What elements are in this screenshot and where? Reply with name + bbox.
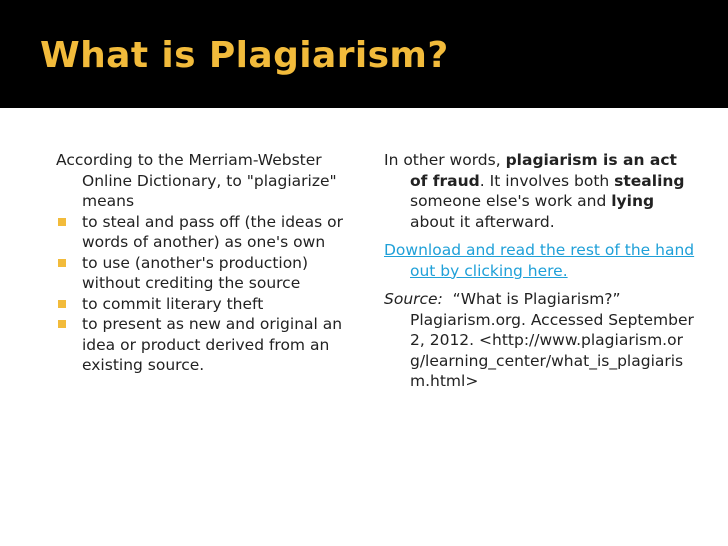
list-item-text: to use (another's production) without crediting the source bbox=[82, 253, 309, 292]
list-item bbox=[56, 253, 356, 294]
definition-list bbox=[56, 212, 356, 376]
summary-paragraph bbox=[384, 150, 696, 232]
summary-text: In other words, bbox=[384, 151, 506, 169]
summary-text: about it afterward. bbox=[410, 212, 555, 231]
right-column bbox=[384, 150, 696, 400]
list-item-text: to commit literary theft bbox=[82, 294, 264, 313]
source-label: Source: bbox=[384, 290, 443, 308]
summary-emphasis: stealing bbox=[614, 171, 685, 190]
slide-title: What is Plagiarism? bbox=[40, 35, 449, 76]
list-item bbox=[56, 212, 356, 253]
source-paragraph bbox=[384, 289, 696, 392]
list-item bbox=[56, 294, 356, 315]
left-column bbox=[56, 150, 356, 376]
summary-text: someone else's work and bbox=[410, 192, 612, 210]
square-bullet-icon bbox=[58, 320, 66, 328]
summary-emphasis: lying bbox=[611, 192, 655, 210]
definition-intro: According to the Merriam-Webster Online Dictionary, to "plagiarize" means bbox=[56, 151, 337, 210]
download-paragraph bbox=[384, 240, 696, 281]
square-bullet-icon bbox=[58, 259, 66, 267]
list-item-text: to present as new and original an idea or product derived from an existing source. bbox=[82, 315, 343, 374]
source-citation: “What is Plagiarism?” Plagiarism.org. Accessed September 2, 2012. bbox=[410, 290, 694, 349]
download-handout-link[interactable]: Download and read the rest of the hand out by clicking here. bbox=[384, 241, 695, 280]
summary-text: . It involves both bbox=[479, 171, 615, 190]
list-item-text: to steal and pass off (the ideas or words of another) as one's own bbox=[82, 212, 343, 251]
source-url: <http://www.plagiarism.org/learning_center/what_is_plagiarism.html> bbox=[410, 331, 684, 390]
list-item bbox=[56, 314, 356, 376]
square-bullet-icon bbox=[58, 218, 66, 226]
summary-emphasis: plagiarism is an act of fraud bbox=[410, 151, 677, 190]
square-bullet-icon bbox=[58, 300, 66, 308]
